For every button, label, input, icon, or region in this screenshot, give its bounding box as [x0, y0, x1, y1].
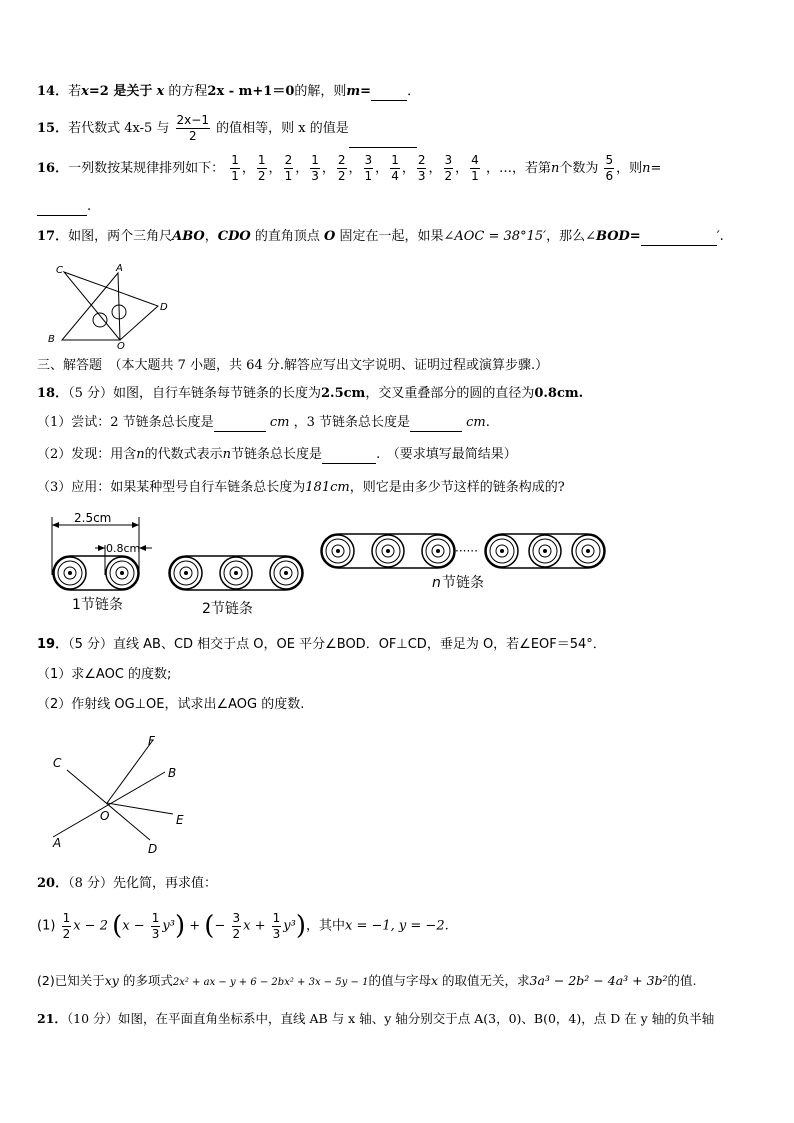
question-20-part-2: (2)已知关于xy 的多项式2x² + ax − y + 6 − 2bx² + 3x − 5y − 1的值与字母x 的取值无关，求3a³ − 2b² − 4a³ + 3b²的值. — [37, 973, 697, 988]
question-18-part-1: （1）尝试：2 节链条总长度是 cm ，3 节链条总长度是 cm. — [37, 415, 490, 430]
svg-text:2节链条: 2节链条 — [202, 601, 253, 617]
svg-text:C: C — [56, 265, 63, 276]
svg-text:E: E — [176, 813, 184, 827]
sequence-fraction: $\frac{1}{4}$ — [391, 153, 399, 183]
separator: ， — [295, 161, 309, 176]
question-18-part-2: （2）发现：用含n的代数式表示n节链条总长度是 . （要求填写最简结果） — [37, 447, 517, 462]
answer-blank[interactable] — [322, 449, 376, 464]
sequence-fraction: $\frac{3}{1}$ — [364, 153, 373, 183]
sequence-fraction: $\frac{2}{2}$ — [337, 153, 346, 183]
answer-blank[interactable] — [641, 231, 717, 246]
question-14: 14．若x=2 是关于 x 的方程2x - m+1＝0的解，则m= ． — [37, 84, 421, 99]
figure-triangles — [40, 260, 180, 350]
svg-text:节链条: 节链条 — [442, 575, 484, 591]
fraction: $\frac{2x-1}{2}$ — [176, 113, 209, 143]
separator: ， — [401, 161, 415, 176]
svg-text:B: B — [48, 334, 55, 345]
separator: ， — [455, 161, 469, 176]
question-21: 21．（10 分）如图，在平面直角坐标系中，直线 AB 与 x 轴、y 轴分别交于点 A(3，0)、B(0，4)，点 D 在 y 轴的负半轴 — [37, 1011, 715, 1026]
sequence-fraction: $\frac{2}{3}$ — [417, 153, 426, 183]
separator: ， — [321, 161, 335, 176]
svg-text:D: D — [148, 842, 158, 856]
svg-text:B: B — [168, 766, 177, 780]
question-19-part-2: （2）作射线 OG⊥OE，试求出∠AOG 的度数. — [37, 697, 305, 712]
question-20: 20．（8 分）先化简，再求值： — [37, 876, 218, 891]
svg-text:0.8cm: 0.8cm — [106, 542, 141, 555]
fraction: $\frac{1}{3}$ — [151, 910, 160, 941]
fraction: $\frac{1}{3}$ — [272, 910, 281, 941]
separator: ， — [428, 161, 442, 176]
separator: ， — [375, 161, 389, 176]
question-17: 17．如图，两个三角尺ABO，CDO 的直角顶点 O 固定在一起，如果∠AOC = 38°15′，那么∠BOD= ′. — [37, 229, 724, 244]
fraction-sequence — [228, 153, 482, 183]
sequence-fraction: $\frac{1}{3}$ — [311, 153, 319, 183]
svg-text:F: F — [148, 734, 155, 748]
question-15: 15．若代数式 4x-5 与 $\frac{2x-1}{2}$ 的值相等，则 x 的值是 — [37, 110, 417, 148]
fraction: $\frac{3}{2}$ — [232, 910, 241, 941]
separator: ， — [268, 161, 282, 176]
answer-blank[interactable] — [371, 86, 407, 101]
svg-text:A: A — [116, 263, 123, 274]
sequence-fraction: $\frac{1}{1}$ — [231, 153, 239, 183]
svg-text:C: C — [53, 756, 62, 770]
sequence-fraction: $\frac{2}{1}$ — [284, 153, 293, 183]
figure-intersecting-lines — [45, 730, 205, 860]
answer-blank[interactable] — [349, 133, 417, 148]
section-heading: 三、解答题 （本大题共 7 小题，共 64 分.解答应写出文字说明、证明过程或演算步骤.） — [37, 358, 549, 373]
svg-text:2.5cm: 2.5cm — [74, 511, 112, 525]
svg-text:O: O — [100, 809, 110, 823]
question-16: 16．一列数按某规律排列如下： $\frac{1}{1}$ ， $\frac{1}{2}$ ， $\frac{2}{1}$ ， $\frac{1}{3}$ ， $\frac{2}{2}$ ， $\frac{3}{1}$ ， $\frac{1}{4}$ ， $\frac{2}{3}$ ， $\frac{3}{2}$ ， $\frac{4}{1}$ ，…，若第n个数为 $\frac{5}{6}$ ，则n= — [37, 153, 662, 183]
question-16-cont: . — [37, 198, 91, 216]
separator: ， — [241, 161, 255, 176]
answer-blank[interactable] — [214, 417, 266, 432]
question-19: 19．（5 分）直线 AB、CD 相交于点 O，OE 平分∠BOD．OF⊥CD，垂足为 O，若∠EOF＝54°． — [37, 637, 606, 652]
separator: ， — [348, 161, 362, 176]
fraction: $\frac{1}{2}$ — [62, 910, 71, 941]
sequence-fraction: $\frac{4}{1}$ — [471, 153, 479, 183]
svg-text:A: A — [53, 836, 62, 850]
question-18-part-3: （3）应用：如果某种型号自行车链条总长度为181cm，则它是由多少节这样的链条构成的? — [37, 480, 565, 495]
question-18: 18．（5 分）如图，自行车链条每节链条的长度为2.5cm，交叉重叠部分的圆的直径为0.8cm. — [37, 386, 584, 401]
figure-chain-links — [40, 505, 620, 620]
question-19-part-1: （1）求∠AOC 的度数; — [37, 667, 172, 682]
svg-text:O: O — [117, 341, 125, 350]
answer-blank[interactable] — [410, 417, 462, 432]
sequence-fraction: $\frac{3}{2}$ — [444, 153, 453, 183]
answer-blank[interactable] — [37, 201, 87, 216]
svg-text:1节链条: 1节链条 — [72, 597, 123, 613]
svg-text:n: n — [432, 575, 441, 591]
svg-text:D: D — [160, 302, 168, 313]
sequence-fraction: $\frac{1}{2}$ — [257, 153, 266, 183]
fraction: $\frac{5}{6}$ — [605, 153, 614, 183]
question-20-part-1: (1) $\frac{1}{2}$ x − 2 (x − $\frac{1}{3}$ y³) + (− $\frac{3}{2}$ x + $\frac{1}{3}$ y³)，其中x = −1, y = −2. — [37, 910, 449, 941]
svg-text:······: ······ — [455, 544, 478, 558]
